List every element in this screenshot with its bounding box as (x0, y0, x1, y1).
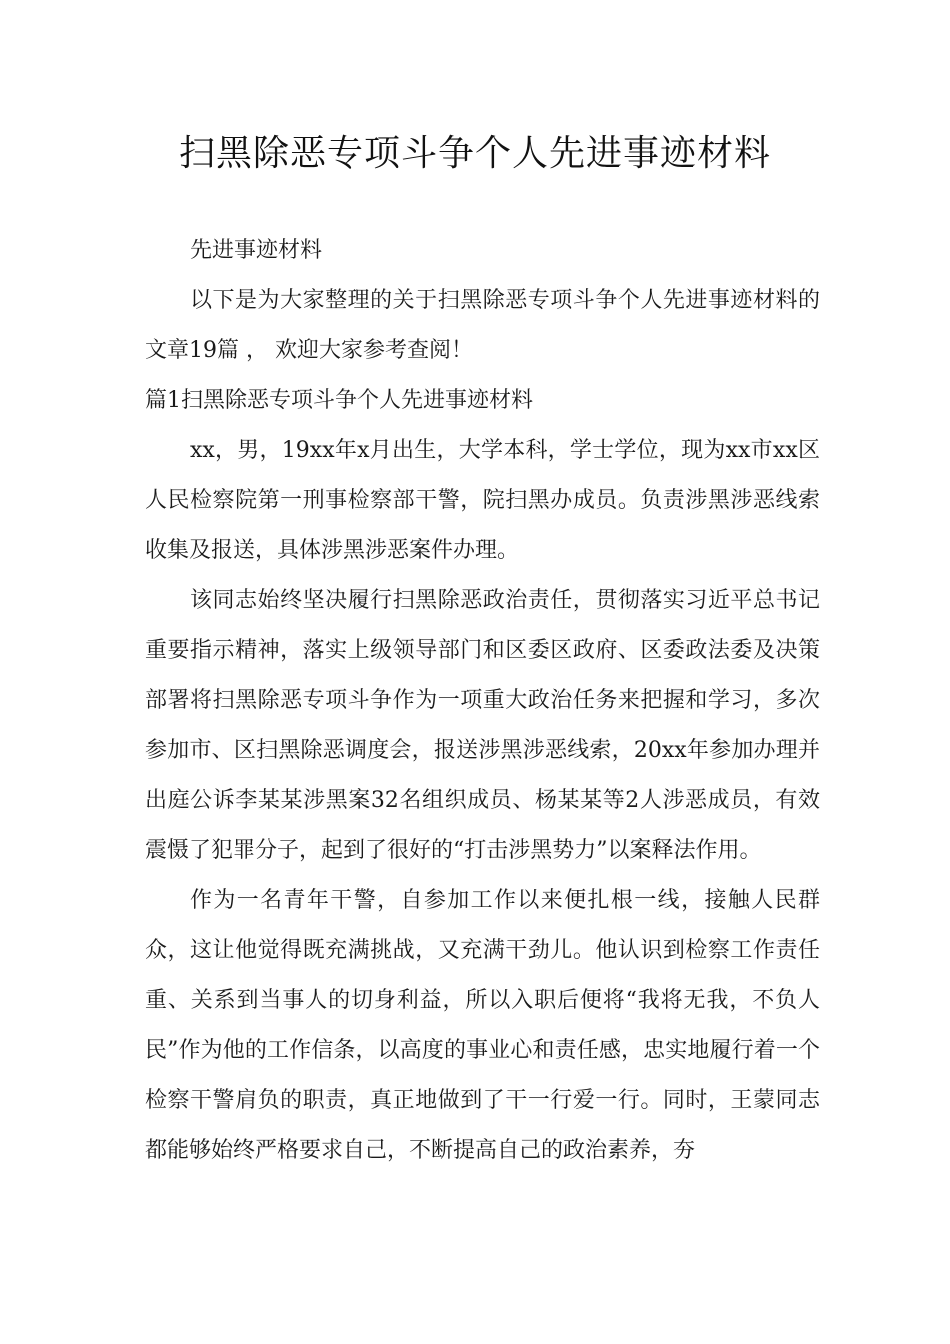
paragraph-responsibility: 该同志始终坚决履行扫黑除恶政治责任，贯彻落实习近平总书记重要指示精神，落实上级领导部门和区委区政府、区委政法委及决策部署将扫黑除恶专项斗争作为一项重大政治任务来把握和学习，多次参加市、区扫黑除恶调度会，报送涉黑涉恶线索，20xx年参加办理并出庭公诉李某某涉黑案32名组织成员、杨某某等2人涉恶成员，有效震慑了犯罪分子，起到了很好的“打击涉黑势力”以案释法作用。 (145, 588, 820, 863)
document-body (145, 226, 820, 1176)
paragraph-work-attitude: 作为一名青年干警，自参加工作以来便扎根一线，接触人民群众，这让他觉得既充满挑战，又充满干劲儿。他认识到检察工作责任重、关系到当事人的切身利益，所以入职后便将“我将无我，不负人民”作为他的工作信条，以高度的事业心和责任感，忠实地履行着一个检察干警肩负的职责，真正地做到了干一行爱一行。同时，王蒙同志都能够始终严格要求自己，不断提高自己的政治素养，夯 (145, 888, 820, 1163)
paragraph-section-heading: 篇1扫黑除恶专项斗争个人先进事迹材料 (145, 388, 533, 413)
paragraph-subtitle: 先进事迹材料 (190, 238, 323, 263)
paragraph-intro: 以下是为大家整理的关于扫黑除恶专项斗争个人先进事迹材料的文章19篇 ， 欢迎大家参考查阅！ (145, 288, 820, 363)
paragraph-profile: xx，男，19xx年x月出生，大学本科，学士学位，现为xx市xx区人民检察院第一刑事检察部干警，院扫黑办成员。负责涉黑涉恶线索收集及报送，具体涉黑涉恶案件办理。 (145, 438, 820, 563)
document-title: 扫黑除恶专项斗争个人先进事迹材料 (178, 133, 771, 174)
